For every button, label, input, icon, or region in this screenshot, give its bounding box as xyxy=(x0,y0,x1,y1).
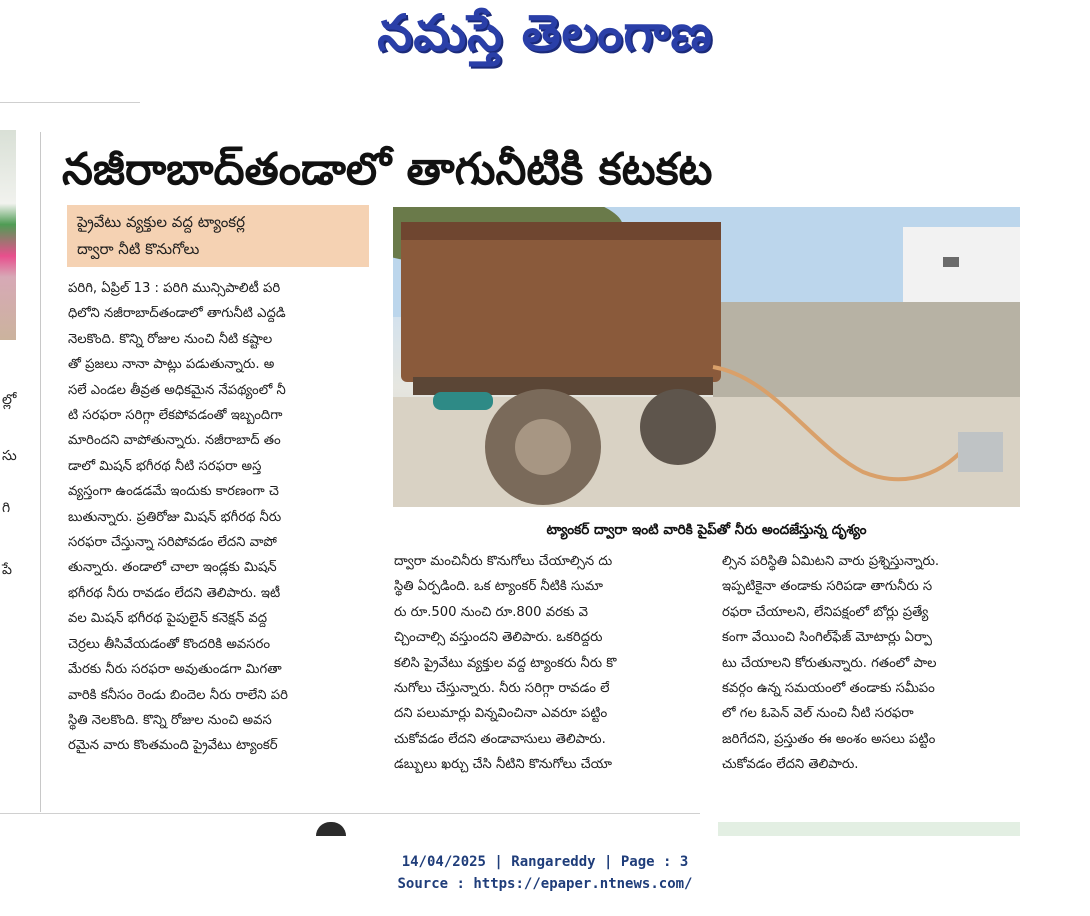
adjacent-photo-edge xyxy=(0,130,16,340)
subhead-line: ప్రైవేటు వ్యక్తుల వద్ద ట్యాంకర్ల xyxy=(77,213,246,231)
subhead-line: ద్వారా నీటి కొనుగోలు xyxy=(77,240,200,258)
body-line: తో ప్రజలు నానా పాట్లు పడుతున్నారు. అ xyxy=(68,357,275,373)
body-line: చ్చించాల్సి వస్తుందని తెలిపారు. ఒకరిద్దరు xyxy=(394,630,603,646)
wheel-hub xyxy=(515,419,571,475)
body-line: ల్సిన పరిస్థితి ఏమిటని వారు ప్రశ్నిస్తున్నారు. xyxy=(722,554,940,569)
body-line: చుకోవడం లేదని తెలిపారు. xyxy=(722,757,859,773)
body-line: టి సరఫరా సరిగ్గా లేకపోవడంతో ఇబ్బందిగా xyxy=(68,408,283,424)
body-line: ధిలోని నజీరాబాద్‌తండాలో తాగునీటి ఎద్దడి xyxy=(68,306,286,322)
body-line: స్థితి నెలకొంది. కొన్ని రోజుల నుంచి అవస xyxy=(68,712,272,728)
tank-top xyxy=(401,222,721,240)
body-line: బుతున్నారు. ప్రతిరోజు మిషన్ భగీరథ నీరు xyxy=(68,509,282,525)
body-line: స్థితి ఏర్పడింది. ఒక ట్యాంకర్ నీటికి సుమా xyxy=(394,579,603,595)
masthead xyxy=(0,0,1090,78)
body-line: రఫరా చేయాలని, లేనిపక్షంలో బోర్లు ప్రత్యే xyxy=(722,604,929,620)
body-line: డాలో మిషన్ భగీరథ నీటి సరఫరా అస్త xyxy=(68,458,262,474)
bucket xyxy=(433,392,493,410)
body-line: తున్నారు. తండాలో చాలా ఇండ్లకు మిషన్ xyxy=(68,560,277,576)
body-line: రమైన వారు కొంతమంది ప్రైవేటు ట్యాంకర్ xyxy=(68,738,278,754)
page-marker xyxy=(316,822,346,836)
photo-caption: ట్యాంకర్ ద్వారా ఇంటి వారికి పైప్‌తో నీరు అందజేస్తున్న దృశ్యం xyxy=(546,522,867,538)
body-line: టు చేయాలని కోరుతున్నారు. గతంలో పాల xyxy=(722,655,937,671)
body-line: జరిగేదని, ప్రస్తుతం ఈ అంశం అసలు పట్టిం xyxy=(722,731,936,747)
adjacent-fragment: గి xyxy=(2,500,11,516)
article-column-2 xyxy=(394,549,696,804)
tanker-photo xyxy=(393,207,1020,507)
adjacent-fragment: సు xyxy=(2,448,17,464)
top-rule xyxy=(0,102,140,103)
tanker-illustration xyxy=(393,207,1020,507)
body-line: పరిగి, ఏప్రిల్ 13 : పరిగి మున్సిపాలిటీ పరి xyxy=(68,281,281,296)
body-line: నుగోలు చేస్తున్నారు. నీరు సరిగ్గా రావడం లే xyxy=(394,681,610,697)
body-line: మారిందని వాపోతున్నారు. నజీరాబాద్ తం xyxy=(68,433,281,449)
body-line: చెర్రలు తీసివేయడంతో కొందరికి అవసరం xyxy=(68,636,271,652)
article-column-1 xyxy=(68,276,370,804)
body-line: చుకోవడం లేదని తండావాసులు తెలిపారు. xyxy=(394,731,606,747)
house-window xyxy=(943,257,959,267)
body-line: వల మిషన్ భగీరథ పైపులైన్ కనెక్షన్ వద్ద xyxy=(68,611,268,627)
bottom-rule xyxy=(0,813,700,814)
source-link[interactable]: Source : https://epaper.ntnews.com/ xyxy=(397,876,693,892)
body-line: సరఫరా చేస్తున్నా సరిపోవడం లేదని వాపో xyxy=(68,535,277,551)
newspaper-logo: నమస్తే తెలంగాణ xyxy=(377,4,713,62)
trailer-wheel-rear xyxy=(640,389,716,465)
body-line: డబ్బులు ఖర్చు చేసి నీటిని కొనుగోలు చేయా xyxy=(394,757,612,773)
body-line: లో గల ఓపెన్ వెల్ నుంచి నీటి సరఫరా xyxy=(722,706,914,722)
article-headline: నజీరాబాద్‌తండాలో తాగునీటికి కటకట xyxy=(62,144,713,195)
body-line: రు రూ.500 నుంచి రూ.800 వరకు వె xyxy=(394,604,588,620)
adjacent-article-strip xyxy=(0,130,18,810)
compound-wall xyxy=(713,302,1020,412)
tank-body xyxy=(401,222,721,382)
next-section-strip xyxy=(718,822,1020,836)
body-line: భగీరథ నీరు రావడం లేదని తెలిపారు. ఇటీ xyxy=(68,585,281,601)
body-line: ఇప్పటికైనా తండాకు సరిపడా తాగునీరు స xyxy=(722,579,933,595)
article-column-3 xyxy=(722,549,1022,804)
edition-info: 14/04/2025 | Rangareddy | Page : 3 xyxy=(401,854,689,870)
body-line: వారికి కనీసం రెండు బిందెల నీరు రాలేని పరి xyxy=(68,687,288,703)
adjacent-fragment: ల్లో xyxy=(2,392,17,408)
pvc-pipe xyxy=(958,432,1003,472)
body-line: కవర్గం ఉన్న సమయంలో తండాకు సమీపం xyxy=(722,681,935,697)
body-line: మేరకు నీరు సరఫరా అవుతుండగా మిగతా xyxy=(68,662,282,678)
body-line: వ్యస్తంగా ఉండడమే ఇందుకు కారణంగా చె xyxy=(68,484,279,500)
body-line: దని పలుమార్లు విన్నవించినా ఎవరూ పట్టిం xyxy=(394,706,608,722)
article-subhead xyxy=(67,205,369,267)
body-line: ద్వారా మంచినీరు కొనుగోలు చేయాల్సిన దు xyxy=(394,554,613,569)
body-line: నెలకొంది. కొన్ని రోజుల నుంచి నీటి కష్టాల xyxy=(68,331,273,347)
column-divider xyxy=(40,132,41,812)
adjacent-fragment: పే xyxy=(2,562,12,578)
body-line: కంగా వేయించి సింగిల్‌ఫేజ్ మోటార్లు ఏర్పా xyxy=(722,630,932,646)
body-line: సలే ఎండల తీవ్రత అధికమైన నేపథ్యంలో నీ xyxy=(68,382,286,398)
body-line: కలిసి ప్రైవేటు వ్యక్తుల వద్ద ట్యాంకరు నీరు కొ xyxy=(394,655,617,671)
